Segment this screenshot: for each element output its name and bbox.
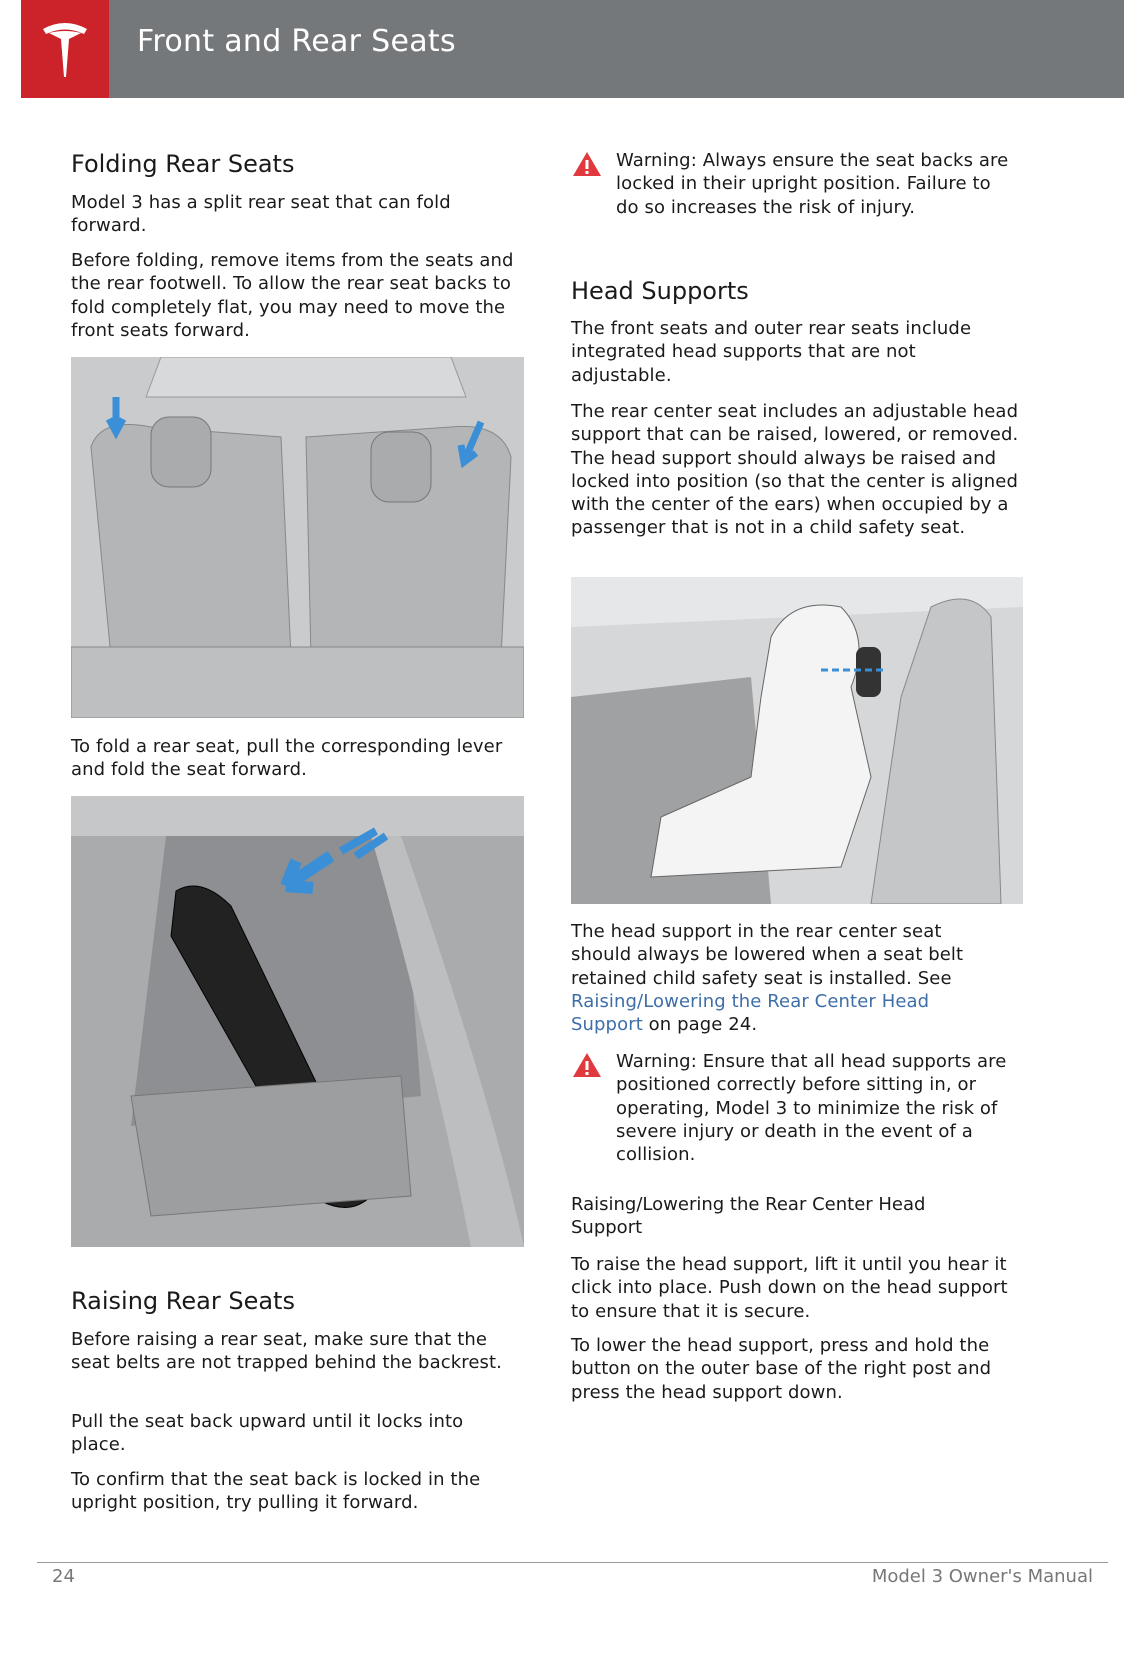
raising-lowering-link[interactable]: Raising/Lowering the Rear Center Head Support	[571, 990, 930, 1036]
paragraph: Before raising a rear seat, make sure that the seat belts are not trapped behind the backrest.	[71, 1329, 502, 1374]
paragraph: Model 3 has a split rear seat that can fold forward.	[71, 192, 451, 237]
raising-lowering-heading: Raising/Lowering the Rear Center Head Support	[571, 1194, 926, 1239]
paragraph: To fold a rear seat, pull the corresponding lever and fold the seat forward.	[71, 736, 503, 781]
paragraph: To raise the head support, lift it until you hear it click into place. Push down on the head support to ensure that it is secure.	[571, 1254, 1008, 1322]
paragraph: The rear center seat includes an adjustable head support that can be raised, lowered, or removed. The head support should always be raised and locked into position (so that the center is aligned with the center of the ears) when occupied by a passenger that is not in a child safety seat.	[571, 401, 1019, 539]
page-header	[21, 0, 1124, 98]
footer-divider	[37, 1562, 1108, 1563]
warning-text: Always ensure the seat backs are locked in their upright position. Failure to do so increases the risk of injury.	[616, 150, 1009, 218]
paragraph: To confirm that the seat back is locked in the upright position, try pulling it forward.	[71, 1469, 481, 1514]
warning-label: Warning:	[616, 150, 697, 171]
text: on page 24.	[642, 1014, 758, 1036]
fold-seat-illustration	[71, 796, 524, 1247]
head-support-illustration	[571, 577, 1023, 904]
warning-text: Ensure that all head supports are positioned correctly before sitting in, or operating, Model 3 to minimize the risk of severe injury or death in the event of a collision.	[616, 1051, 1007, 1166]
warning-seat-backs	[616, 149, 1016, 219]
folding-rear-seats-heading: Folding Rear Seats	[71, 150, 295, 178]
warning-head-supports	[616, 1050, 1026, 1166]
warning-label: Warning:	[616, 1051, 697, 1072]
manual-title: Model 3 Owner's Manual	[871, 1566, 1093, 1587]
warning-icon	[572, 1052, 602, 1078]
page-number: 24	[52, 1566, 75, 1587]
warning-icon	[572, 151, 602, 177]
tesla-logo-icon	[21, 0, 109, 98]
paragraph: The front seats and outer rear seats include integrated head supports that are not adjustable.	[571, 318, 972, 386]
raising-rear-seats-heading: Raising Rear Seats	[71, 1287, 295, 1315]
paragraph	[571, 920, 991, 1036]
head-supports-heading: Head Supports	[571, 277, 749, 305]
paragraph: Before folding, remove items from the seats and the rear footwell. To allow the rear seat backs to fold completely flat, you may need to move the front seats forward.	[71, 250, 514, 341]
paragraph: Pull the seat back upward until it locks into place.	[71, 1411, 464, 1456]
page-title: Front and Rear Seats	[137, 24, 456, 59]
text: The head support in the rear center seat should always be lowered when a seat belt retained child safety seat is installed. See	[571, 921, 964, 989]
rear-seats-illustration	[71, 357, 524, 718]
paragraph: To lower the head support, press and hold the button on the outer base of the right post and press the head support down.	[571, 1335, 992, 1403]
